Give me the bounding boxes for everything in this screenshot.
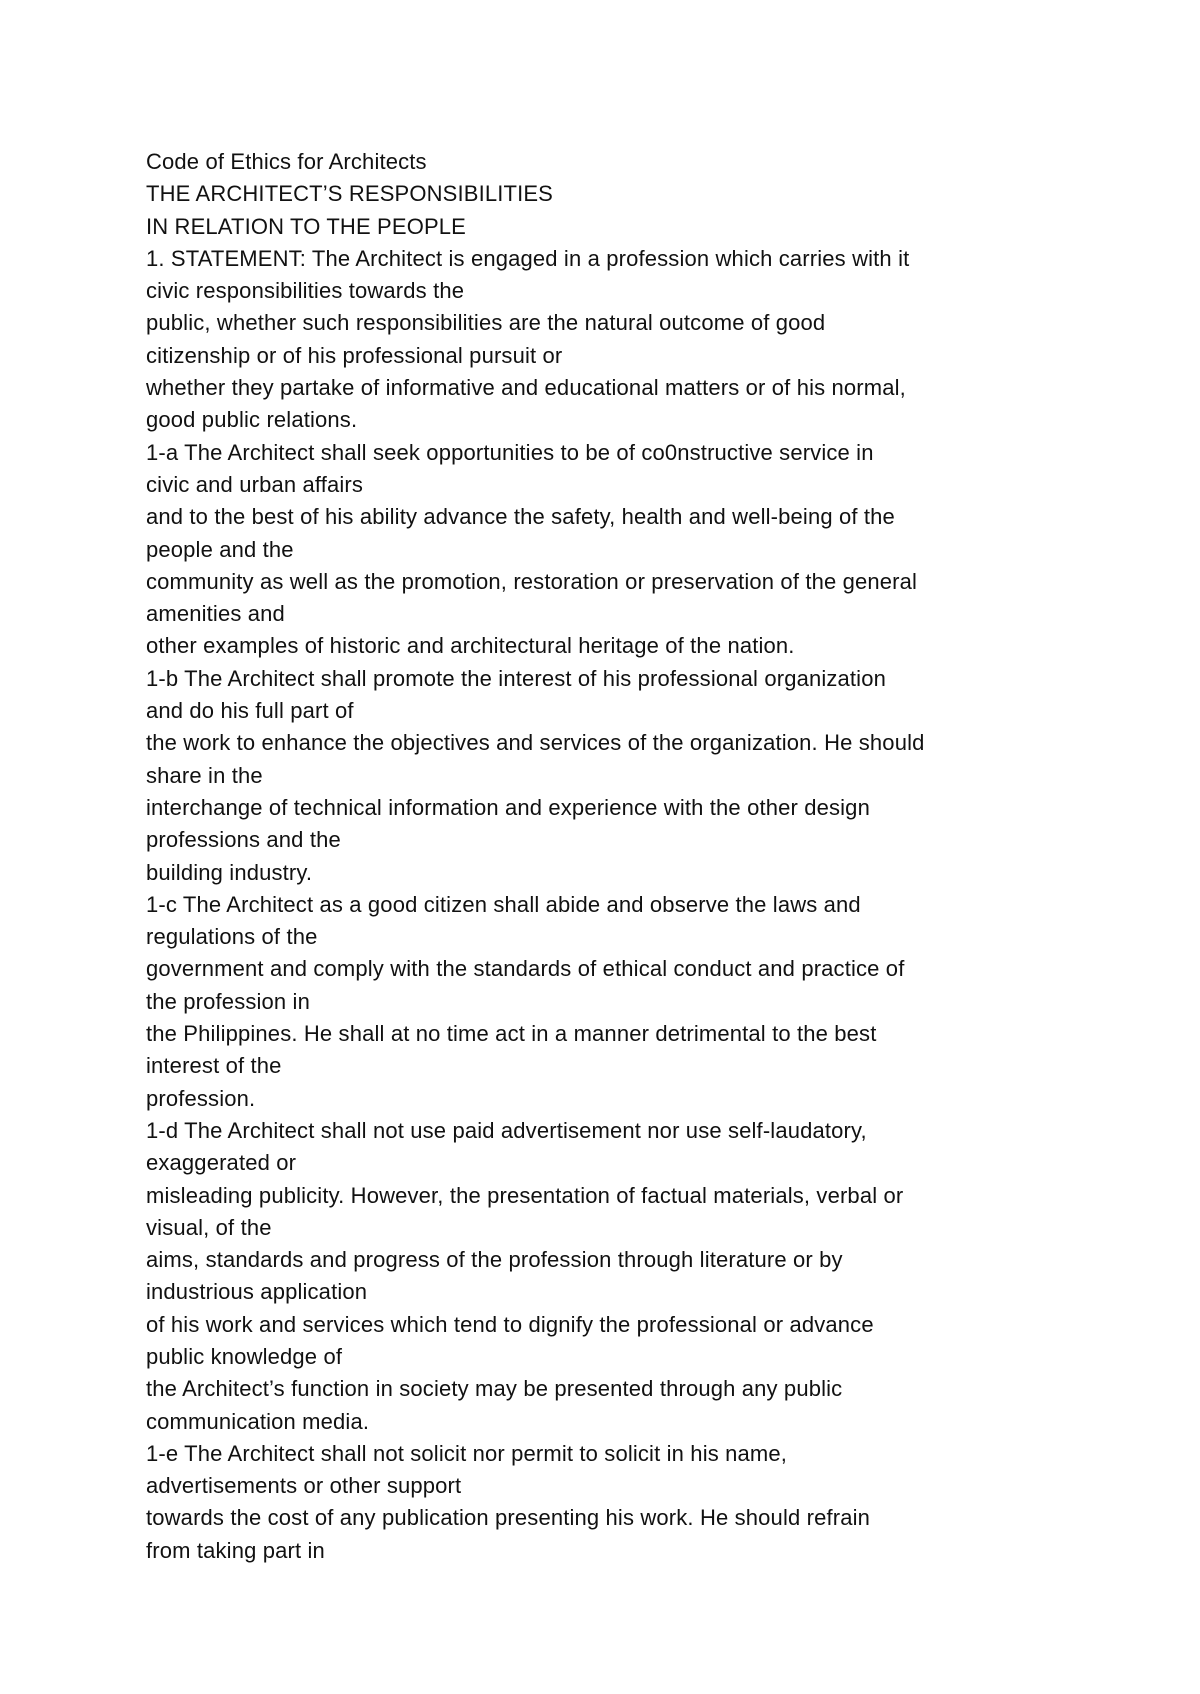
text-line: public knowledge of	[146, 1343, 343, 1369]
text-line: from taking part in	[146, 1537, 325, 1563]
text-line: interest of the	[146, 1053, 282, 1079]
text-line: other examples of historic and architectural heritage of the nation.	[146, 633, 795, 659]
text-line: the Philippines. He shall at no time act in a manner detrimental to the best	[146, 1021, 877, 1047]
text-line: civic responsibilities towards the	[146, 278, 465, 304]
section-subheading: IN RELATION TO THE PEOPLE	[146, 213, 466, 239]
text-line: aims, standards and progress of the profession through literature or by	[146, 1247, 843, 1273]
text-line: and do his full part of	[146, 698, 354, 724]
text-line: 1-c The Architect as a good citizen shall abide and observe the laws and	[146, 891, 861, 917]
text-line: good public relations.	[146, 407, 358, 433]
text-line: regulations of the	[146, 924, 318, 950]
paragraph-clause-1e	[146, 1438, 1076, 1567]
text-line: community as well as the promotion, restoration or preservation of the general	[146, 568, 918, 594]
section-heading: THE ARCHITECT’S RESPONSIBILITIES	[146, 181, 553, 207]
text-line: industrious application	[146, 1279, 368, 1305]
text-line: 1. STATEMENT: The Architect is engaged in a profession which carries with it	[146, 245, 910, 271]
text-line: professions and the	[146, 827, 341, 853]
paragraph-clause-1d	[146, 1115, 1076, 1438]
text-line: citizenship or of his professional pursuit or	[146, 342, 563, 368]
text-line: 1-a The Architect shall seek opportunities to be of co0nstructive service in	[146, 439, 874, 465]
text-line: 1-d The Architect shall not use paid advertisement nor use self-laudatory,	[146, 1117, 867, 1143]
text-line: 1-b The Architect shall promote the interest of his professional organization	[146, 665, 886, 691]
text-line: people and the	[146, 536, 294, 562]
text-line: government and comply with the standards of ethical conduct and practice of	[146, 956, 905, 982]
paragraph-clause-1a	[146, 437, 1076, 663]
text-line: civic and urban affairs	[146, 471, 364, 497]
text-line: 1-e The Architect shall not solicit nor permit to solicit in his name,	[146, 1440, 788, 1466]
text-line: misleading publicity. However, the presentation of factual materials, verbal or	[146, 1182, 904, 1208]
text-line: the work to enhance the objectives and services of the organization. He should	[146, 730, 925, 756]
document-body	[146, 146, 1076, 1567]
document-title: Code of Ethics for Architects	[146, 149, 427, 174]
text-line: towards the cost of any publication presenting his work. He should refrain	[146, 1505, 871, 1531]
text-line: share in the	[146, 762, 263, 788]
text-line: interchange of technical information and experience with the other design	[146, 794, 870, 820]
text-line: amenities and	[146, 601, 285, 627]
text-line: the profession in	[146, 988, 310, 1014]
text-line: of his work and services which tend to dignify the professional or advance	[146, 1311, 874, 1337]
text-line: communication media.	[146, 1408, 370, 1434]
text-line: exaggerated or	[146, 1150, 297, 1176]
text-line: the Architect’s function in society may be presented through any public	[146, 1376, 843, 1402]
text-line: public, whether such responsibilities are the natural outcome of good	[146, 310, 826, 336]
text-line: and to the best of his ability advance the safety, health and well-being of the	[146, 504, 895, 530]
text-line: whether they partake of informative and educational matters or of his normal,	[146, 375, 906, 401]
text-line: visual, of the	[146, 1214, 272, 1240]
text-line: advertisements or other support	[146, 1473, 462, 1499]
text-line: profession.	[146, 1085, 256, 1111]
paragraph-clause-1b	[146, 663, 1076, 889]
text-line: building industry.	[146, 859, 313, 885]
paragraph-statement-1	[146, 243, 1076, 437]
paragraph-clause-1c	[146, 889, 1076, 1115]
